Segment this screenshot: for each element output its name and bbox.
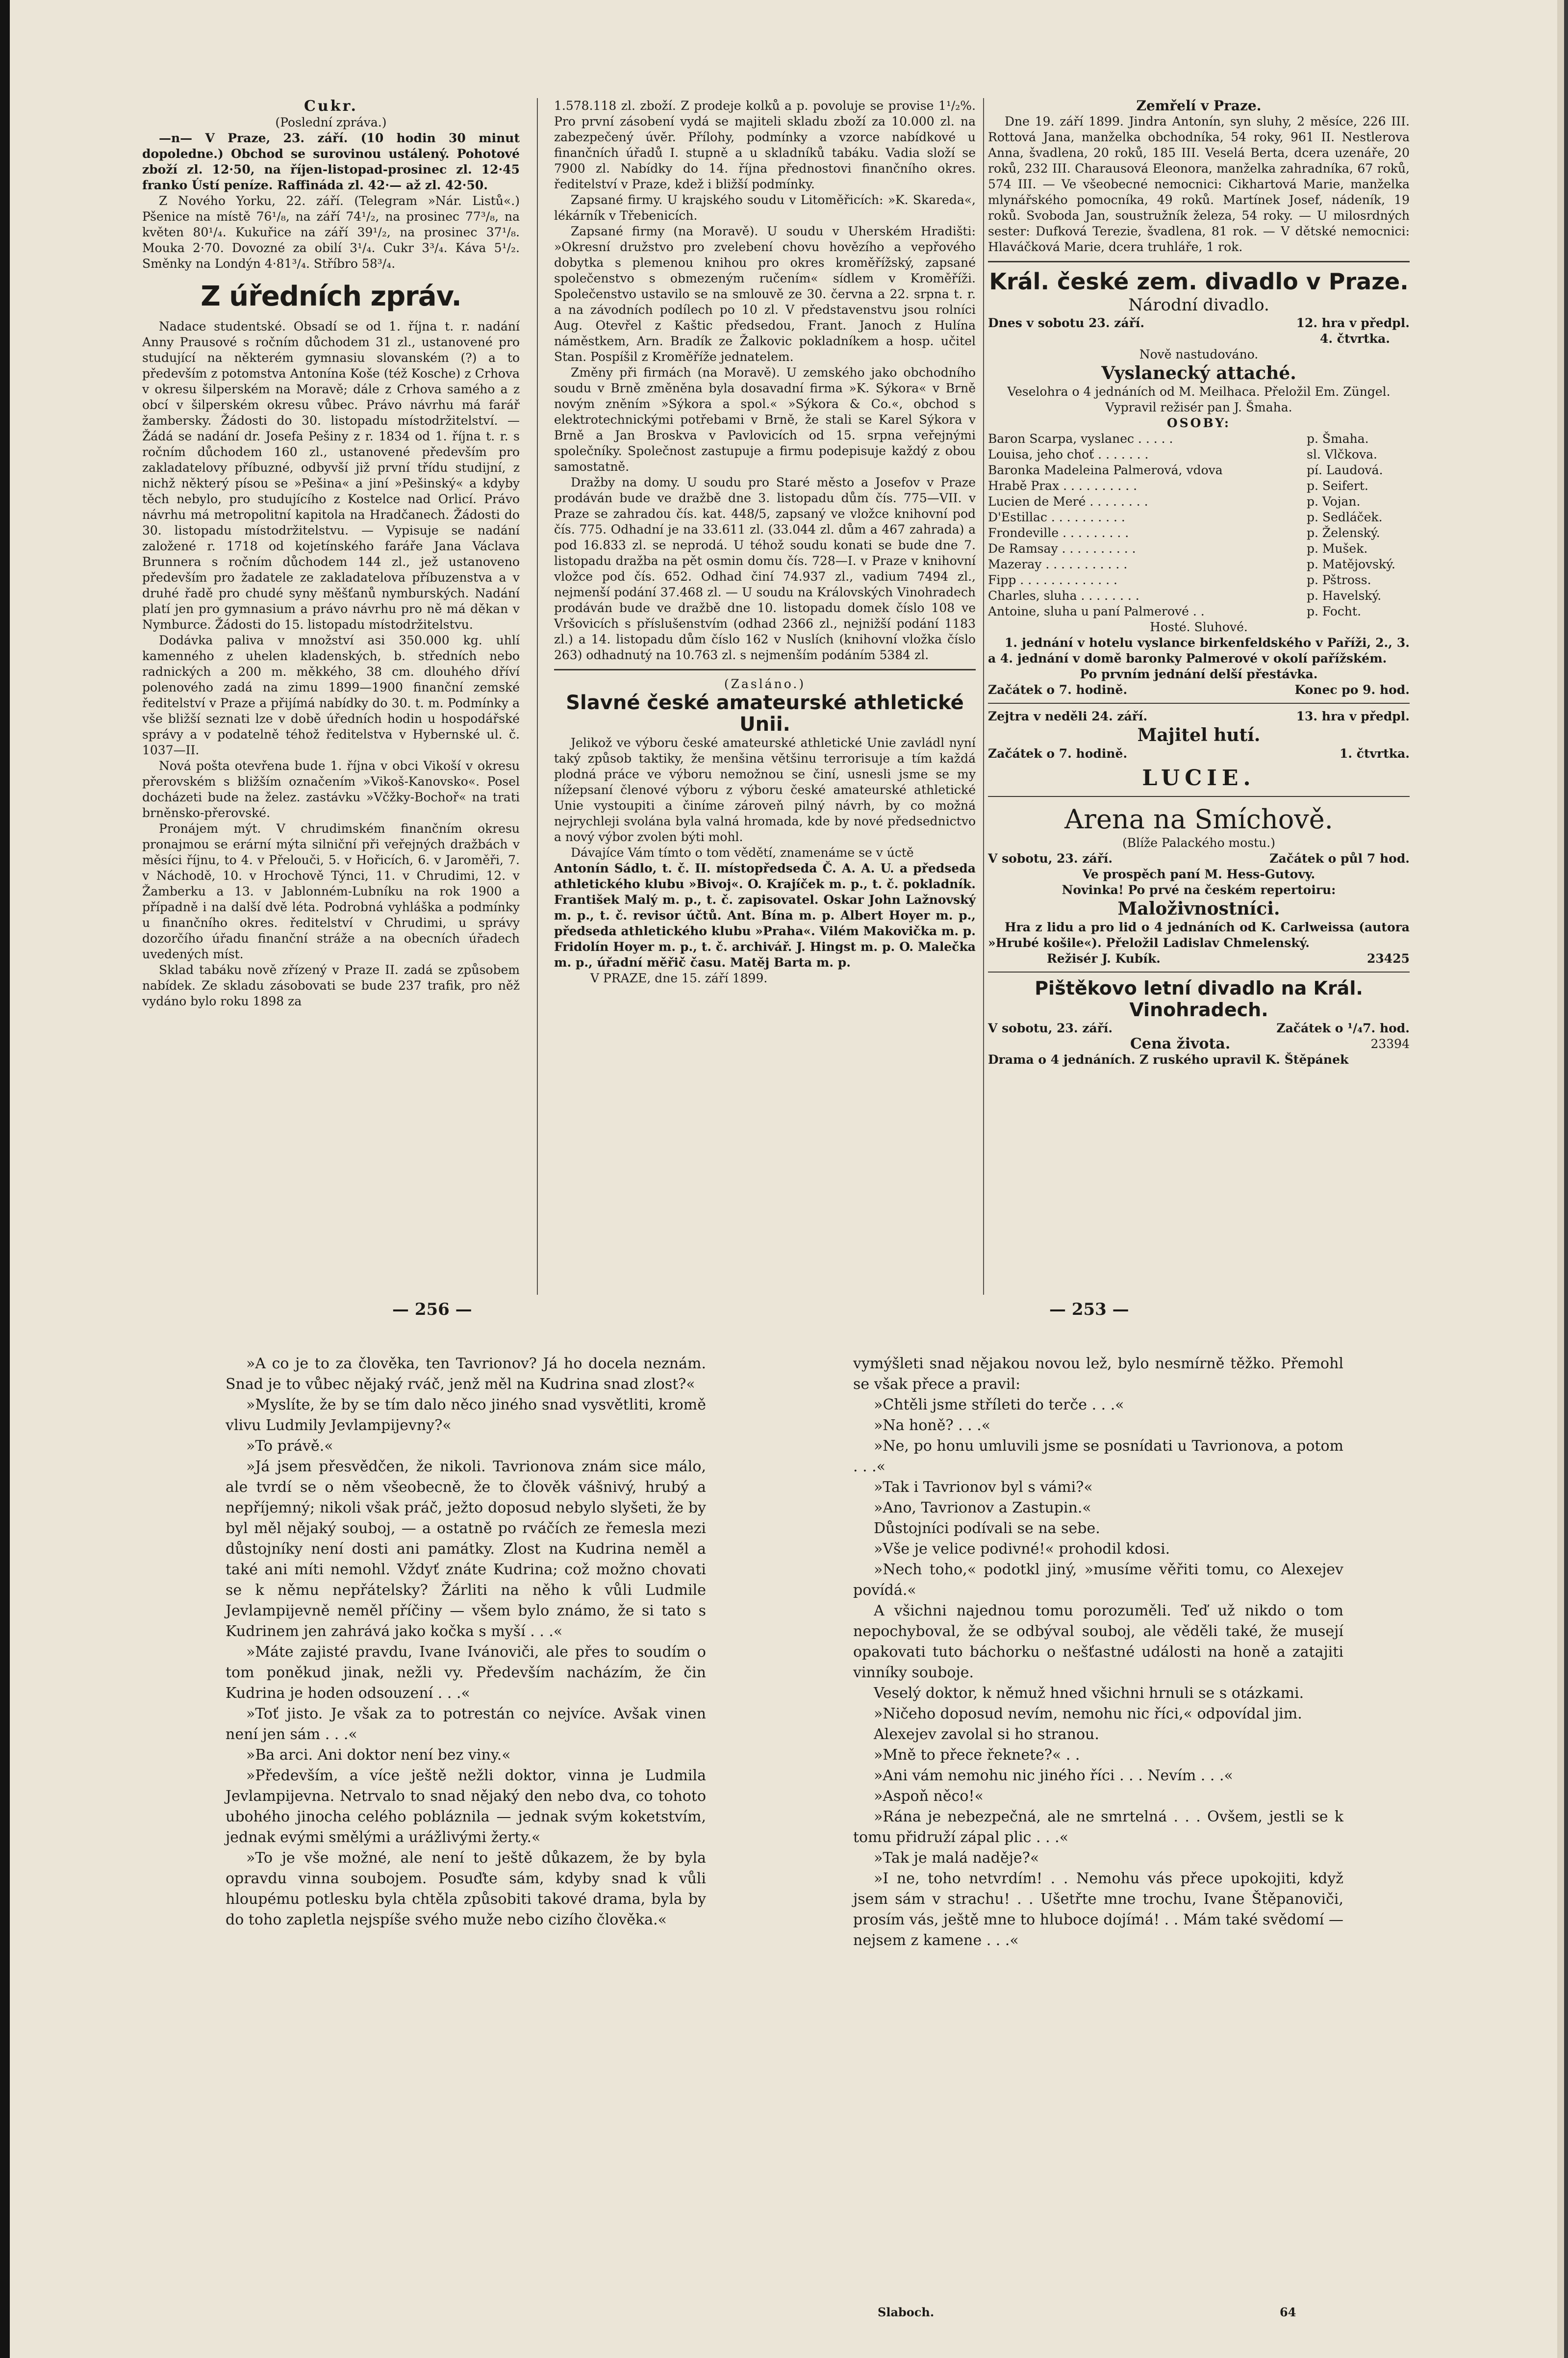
novel-paragraph: »Především, a více ještě nežli doktor, vinna je Ludmila Jevlampijevna. Netrvalo to snad nějaký den nebo dva, co tohoto ubohého jinocha celého pobláznila — jednak svým koketstvím, jednak evými smělými a urážlivými žerty.« bbox=[226, 1767, 706, 1846]
cast-role: Charles, sluha . . . . . . . . bbox=[988, 589, 1139, 603]
cast-actor: p. Pštross. bbox=[1307, 573, 1371, 587]
play-title-1: Vyslanecký attaché. bbox=[1101, 363, 1296, 384]
registered-firms-moravia: Zapsané firmy (na Moravě). U soudu v Uherském Hradišti: »Okresní družstvo pro zvelebení chovu hovězího a vepřového dobytka s plemenou knihou pro okres kroměřížský, zapsané společenstvo s obmezeným ručením« sídlem v Kroměříži. Společenstvo ustavilo se na smlouvě ze 30. června a 22. srpna t. r. a na závodních podílech po 10 zl. V představenstvu jsou rolníci Aug. Otevřel z Kaštic předsedou, Frant. Janoch z Hulína náměstkem, Arn. Bradík ze Žalkovic pokladníkem a hosp. učitel Stan. Pospíšil z Kroměříže jednatelem. bbox=[554, 224, 976, 364]
cast-actor: sl. Vlčkova. bbox=[1307, 447, 1377, 461]
cast-role: Lucien de Meré . . . . . . . . bbox=[988, 494, 1148, 509]
cast-heading: OSOBY: bbox=[1166, 416, 1231, 430]
novel-paragraph: »I ne, toho netvrdím! . . Nemohu vás přece upokojiti, když jsem sám v strachu! . . Ušetřte mne trochu, Ivane Štěpanoviči, prosím vás, ještě mne to hluboce dojímá! . . Mám také svědomí — nejsem z kamene . . .« bbox=[853, 1870, 1343, 1949]
novel-paragraph: »Toť jisto. Je však za to potrestán co nejvíce. Avšak vinen není jen sám . . .« bbox=[226, 1705, 706, 1743]
athletic-union-signatures: Antonín Sádlo, t. č. II. místopředseda Č. A. A. U. a předseda athletického klubu »Bivoj«. O. Krajíček m. p., t. č. pokladník. František Malý m. p., t. č. zapisovatel. Oskar John Lažnovský m. p., t. č. revisor účtů. Ant. Bína m. p. Albert Hoyer m. p., předseda athletického klubu »Praha«. Vilém Makovička m. p. Fridolín Hoyer m. p., t. č. archivář. J. Hingst m. p. O. Malečka m. p., úřadní měřič času. Matěj Barta m. p. bbox=[554, 861, 976, 970]
novel-paragraph: »Aspoň něco!« bbox=[874, 1788, 984, 1805]
fuel-supply: Dodávka paliva v množství asi 350.000 kg. uhlí kamenného z uhelen kladenských, b. středních nebo radnických a 200 m. měkkého, 38 cm. dlouhého dříví polenového zadá na zimu 1899—1900 finanční zemské ředitelství v Praze a přijímá nabídky do 30. t. m. Podmínky a vše bližší seznati lze v době úředních hodin u hospodářské správy a v podatelně téhož ředitelstva v Hybernské ul. č. 1037—II. bbox=[142, 633, 520, 757]
theatre-new-label: Nově nastudováno. bbox=[1139, 347, 1259, 361]
novel-paragraph: »Myslíte, že by se tím dalo něco jiného snad vysvětliti, kromě vlivu Ludmily Jevlampijevny?« bbox=[226, 1396, 706, 1434]
column-middle bbox=[554, 98, 976, 986]
play-title-3: Maloživnostníci. bbox=[1117, 898, 1280, 919]
sugar-subheading: (Poslední zpráva.) bbox=[275, 115, 387, 129]
cast-actor: pí. Laudová. bbox=[1307, 463, 1383, 477]
novel-footer-right: 64 bbox=[1280, 2305, 1296, 2319]
tobacco-warehouse: Sklad tabáku nově zřízený v Praze II. zadá se způsobem nabídek. Ze skladu zásobovati se bude 237 trafik, pro něž vydáno bylo roku 1898 za bbox=[142, 963, 520, 1008]
novel-paragraph: Alexejev zavolal si ho stranou. bbox=[874, 1726, 1099, 1743]
novel-page-right bbox=[853, 1354, 1343, 1951]
novel-paragraph: »Máte zajisté pravdu, Ivane Ivánoviči, ale přes to soudím o tom poněkud jinak, nežli vy. Především nacházím, že čin Kudrina je hoden odsouzení . . .« bbox=[226, 1643, 706, 1702]
play-4-row bbox=[988, 1036, 1410, 1052]
play-4-description: Drama o 4 jednáních. Z ruského upravil K. Štěpánek bbox=[988, 1052, 1349, 1067]
cast-row bbox=[988, 588, 1410, 604]
theatre-date-row bbox=[988, 315, 1410, 331]
novel-paragraph: »Ani vám nemohu nic jiného říci . . . Nevím . . .« bbox=[874, 1767, 1233, 1784]
book-spine bbox=[0, 0, 10, 2358]
theatre-ctvrtka: 4. čtvrtka. bbox=[1319, 332, 1390, 346]
athletic-union-date: V PRAZE, dne 15. září 1899. bbox=[590, 971, 768, 985]
cast-actor: p. Focht. bbox=[1307, 604, 1362, 618]
cast-role: Baron Scarpa, vyslanec . . . . . bbox=[988, 432, 1173, 446]
novel-paragraph: »Ano, Tavrionov a Zastupin.« bbox=[874, 1499, 1091, 1516]
cast-row bbox=[988, 557, 1410, 572]
cast-row bbox=[988, 462, 1410, 478]
separator bbox=[988, 972, 1410, 973]
deaths-list: Dne 19. září 1899. Jindra Antonín, syn sluhy, 2 měsíce, 226 III. Rottová Jana, manželka obchodníka, 54 roky, 961 II. Nestlerova Anna, švadlena, 20 roků, 185 III. Veselá Berta, dcera uzenáře, 20 roků, 232 III. Charausová Eleonora, manželka zahradníka, 67 roků, 574 III. — Ve všeobecné nemocnici: Cikhartová Marie, manželka mlynářského pomocníka, 49 roků. Martínek Josef, nádeník, 19 roků. Svoboda Jan, soustružník železa, 54 roky. — U milosrdných sester: Dufková Terezie, švadlena, 81 rok. — V dětské nemocnici: Hlaváčková Marie, dcera truhláře, 1 rok. bbox=[988, 114, 1410, 254]
novel-paragraph: »Na honě? . . .« bbox=[874, 1417, 991, 1434]
page-number-right: — 253 — bbox=[1049, 1300, 1129, 1319]
play-title-4: Cena života. bbox=[1130, 1035, 1231, 1052]
novel-page-left bbox=[226, 1354, 706, 1930]
arena-novinka: Novinka! Po prvé na českém repertoiru: bbox=[1062, 883, 1336, 897]
arena-date: V sobotu, 23. září. bbox=[988, 851, 1113, 866]
novel-paragraph: »To právě.« bbox=[246, 1437, 333, 1455]
cast-row bbox=[988, 510, 1410, 525]
intermission-note: Po prvním jednání delší přestávka. bbox=[1080, 667, 1318, 681]
new-post-office: Nová pošta otevřena bude 1. října v obci Vikoší v okresu přerovském s bližším označením »Vikoš-Kanovsko«. Posel docházeti bude na želez. zastávku »Včžky-Bochoř« na trati brněnsko-přerovské. bbox=[142, 759, 520, 820]
cast-row bbox=[988, 525, 1410, 541]
start-row-2 bbox=[988, 746, 1410, 762]
pistek-date-row bbox=[988, 1021, 1410, 1036]
toll-lease: Pronájem mýt. V chrudimském finančním okresu pronajmou se erární mýta silniční při veřejných dražbách v měsíci říjnu, to 4. v Přelouči, 5. v Hořicích, 6. v Jaroměři, 7. v Náchodě, 10. v Hrochově Týnci, 11. v Chrudimi, 12. v Žamberku a 13. v Jablonném-Lubníku na rok 1900 a případně i na další dvě léta. Podrobná vyhláška a podmínky u finančního okres. ředitelství v Chrudimi, u správy dozorčího úřadu finanční stráže a na obecních úřadech uvedených míst. bbox=[142, 821, 520, 961]
guests-servants: Hosté. Sluhové. bbox=[1150, 620, 1248, 634]
cast-actor: p. Mušek. bbox=[1307, 541, 1368, 556]
tobacco-continued: 1.578.118 zl. zboží. Z prodeje kolků a p. povoluje se provise 1¹/₂%. Pro první zásobení vydá se majiteli skladu zboží za 10.000 zl. na zabezpečený úvěr. Přílohy, podmínky a vzorce nabídkové u finančních úřadů I. stupně a u skladníků tabáku. Vadia složí se 7900 zl. Nabídky do 14. října přednostovi finančního okres. ředitelství v Praze, kdež i bližší podmínky. bbox=[554, 99, 976, 191]
cast-row bbox=[988, 604, 1410, 619]
cast-role: Fipp . . . . . . . . . . . . . bbox=[988, 573, 1117, 587]
separator bbox=[988, 261, 1410, 262]
athletic-union-title: Slavné české amateurské athletické Unii. bbox=[566, 692, 964, 736]
tomorrow-row bbox=[988, 709, 1410, 724]
column-rule bbox=[983, 98, 984, 1295]
arena-subtitle: (Blíže Palackého mostu.) bbox=[1122, 836, 1275, 850]
house-auctions: Dražby na domy. U soudu pro Staré město a Josefov v Praze prodáván bude ve dražbě dne 3. listopadu dům čís. 775—VII. v Praze se zahradou čís. kat. 448/5, zapsaný ve vložce knihovní pod čís. 775. Odhadní je na 33.611 zl. (33.044 zl. dům a 467 zahrada) a pod 16.833 zl. se neprodá. U téhož soudu konati se bude dne 7. listopadu dražba na pět osmin domu čís. 728—I. v Praze v knihovní vložce pod čís. 652. Odhad činí 74.937 zl., vadium 7494 zl., nejmenší podání 37.468 zl. — U soudu na Královských Vinohradech prodáván bude ve dražbě dne 10. listopadu domek číslo 108 ve Vršovicích s příslušenstvím (odhad 2366 zl., nejnižší podání 1183 zl.) a 14. listopadu dům číslo 162 v Nuslích (knihovní vložka číslo 263) odhadnutý na 10.763 zl. s nejmenším podáním 5384 zl. bbox=[554, 475, 976, 662]
separator bbox=[988, 796, 1410, 797]
play-title-2: Majitel hutí. bbox=[1137, 725, 1261, 745]
cast-actor: p. Vojan. bbox=[1307, 494, 1361, 509]
cast-actor: p. Matějovský. bbox=[1307, 557, 1395, 571]
new-york-report: Z Nového Yorku, 22. září. (Telegram »Nár. Listů«.) Pšenice na místě 76¹/₈, na září 74¹/₂, na prosinec 77³/₈, na květen 80¹/₄. Kukuřice na září 39¹/₂, na prosinec 37¹/₈. Mouka 2·70. Dovozné za obilí 3¹/₄. Cukr 3³/₄. Káva 5¹/₂. Směnky na Londýn 4·81³/₄. Stříbro 58³/₄. bbox=[142, 194, 520, 271]
cast-role: D'Estillac . . . . . . . . . . bbox=[988, 510, 1125, 524]
novel-paragraph: Důstojníci podívali se na sebe. bbox=[874, 1520, 1100, 1537]
cast-row bbox=[988, 447, 1410, 462]
cast-row bbox=[988, 494, 1410, 510]
student-foundations: Nadace studentské. Obsadí se od 1. října t. r. nadání Anny Prausové s ročním důchodem 31 zl., ustanovené pro studující na některém gymnasiu slovanském (?) a to především z potomstva Antonína Koše (též Kosche) z Crhova v okresu šilperském na Moravě; dále z Crhova samého a z obcí v šilperském okresu vůbec. Právo návrhu má farář žambersky. Žádosti do 30. listopadu místodržitelství. — Žádá se nadání dr. Josefa Pešiny z r. 1834 od 1. října t. r. s ročním důchodem 160 zl., ustanovené především pro zakladatelovy příbuzné, odbyvší již první třídu studijní, z nichž některý písou se »Pešina« a jiní »Pešinský« a kdyby těch nebylo, pro studujícího z Kostelce nad Orlicí. Právo návrhu má metropolitní kapitola na Hradčanech. Žádosti do 30. listopadu místodržitelstvu. — Vypisuje se nadání založené r. 1718 od kojetínského faráře Jana Václava Brunnera s ročním důchodem 144 zl., jež ustanoveno především pro žadatele ze zakladatelova příbuzenstva a v druhé řadě pro chudé syny měšťanů nymburských. Nadání platí jen pro gymnasium a právo návrhu pro ně má děkan v Nymburce. Žádosti do 15. listopadu místodržitelstvu. bbox=[142, 319, 520, 632]
cast-actor: p. Havelský. bbox=[1307, 589, 1382, 603]
column-left bbox=[142, 98, 520, 1009]
start-time: Začátek o 7. hodině. bbox=[988, 746, 1128, 761]
athletic-union-closing: Dávajíce Vám tímto o tom vědětí, znamenáme se v úctě bbox=[571, 846, 914, 860]
deaths-heading: Zemřelí v Praze. bbox=[1136, 98, 1262, 114]
tomorrow-ctvrtka: 1. čtvrtka. bbox=[1339, 746, 1410, 761]
column-rule bbox=[537, 98, 538, 1295]
pistek-start: Začátek o ¹/₄7. hod. bbox=[1276, 1021, 1410, 1035]
cast-role: Mazeray . . . . . . . . . . . bbox=[988, 557, 1128, 571]
tomorrow-date: Zejtra v neděli 24. září. bbox=[988, 709, 1148, 723]
acts-description: 1. jednání v hotelu vyslance birkenfeldského v Paříži, 2., 3. a 4. jednání v domě baronky Palmerové v okolí pařížském. bbox=[988, 636, 1410, 666]
play-1-description: Veselohra o 4 jednáních od M. Meilhaca. Přeložil Em. Züngel. Vypravil režisér pan J. Šmaha. bbox=[1007, 384, 1391, 414]
novel-paragraph: »Nech toho,« podotkl jiný, »musíme věřiti tomu, co Alexejev povídá.« bbox=[853, 1561, 1343, 1599]
end-time: Konec po 9. hod. bbox=[1294, 683, 1410, 697]
novel-paragraph: »Ba arci. Ani doktor není bez viny.« bbox=[246, 1746, 511, 1764]
cast-row bbox=[988, 431, 1410, 447]
theatre-subscription: 12. hra v předpl. bbox=[1296, 316, 1410, 330]
cast-actor: p. Želenský. bbox=[1307, 526, 1380, 540]
novel-paragraph: »Tak i Tavrionov byl s vámi?« bbox=[874, 1479, 1093, 1496]
newspaper-page bbox=[10, 0, 1564, 2358]
separator bbox=[988, 703, 1410, 704]
cast-row bbox=[988, 541, 1410, 557]
cast-role: Baronka Madeleina Palmerová, vdova bbox=[988, 463, 1223, 477]
athletic-union-text: Jelikož ve výboru české amateurské athletické Unie zavládl nyní taký způsob taktiky, že menšina většinu terrorisuje a tím každá plodná práce ve výboru nemožnou se činí, usnesli jsme se my nížepsaní členové výboru z výboru české amateurské athletické Unie vystoupiti a činíme zároveň pilný návrh, by co možná nejrychleji svolána byla valná hromada, kde by nové předsednictvo a nový výbor zvolen býti mohl. bbox=[554, 736, 976, 844]
theatre-title: Král. české zem. divadlo v Praze. bbox=[989, 268, 1409, 295]
page-edge bbox=[1557, 0, 1564, 2358]
official-news-title: Z úředních zpráv. bbox=[201, 281, 461, 312]
arena-start: Začátek o půl 7 hod. bbox=[1269, 851, 1410, 866]
novel-paragraph: vymýšleti snad nějakou novou lež, bylo nesmírně těžko. Přemohl se však přece a pravil: bbox=[853, 1355, 1343, 1393]
page-number-left: — 256 — bbox=[392, 1300, 472, 1319]
cast-actor: p. Šmaha. bbox=[1307, 432, 1369, 446]
cast-list bbox=[988, 431, 1410, 619]
theatre-subtitle: Národní divadlo. bbox=[1128, 295, 1269, 315]
pistek-date: V sobotu, 23. září. bbox=[988, 1021, 1113, 1035]
novel-paragraph: »Tak je malá naděje?« bbox=[874, 1849, 1039, 1867]
separator bbox=[554, 669, 976, 670]
cast-role: Louisa, jeho choť . . . . . . . bbox=[988, 447, 1149, 461]
sugar-heading: Cukr. bbox=[304, 98, 358, 115]
lucie-title: LUCIE. bbox=[1142, 766, 1256, 791]
cast-row bbox=[988, 572, 1410, 588]
pistek-ad-number: 23394 bbox=[1370, 1037, 1410, 1051]
arena-date-row bbox=[988, 851, 1410, 867]
column-right bbox=[988, 98, 1410, 1068]
start-time: Začátek o 7. hodině. bbox=[988, 683, 1128, 697]
arena-title: Arena na Smíchově. bbox=[1064, 804, 1333, 835]
novel-paragraph: »Vše je velice podivné!« prohodil kdosi. bbox=[874, 1540, 1170, 1558]
novel-paragraph: »Ne, po honu umluvili jsme se posnídati u Tavrionova, a potom . . .« bbox=[853, 1437, 1343, 1475]
start-row-1 bbox=[988, 682, 1410, 698]
novel-paragraph: »Mně to přece řeknete?« . . bbox=[874, 1746, 1080, 1764]
novel-paragraph: »Ničeho doposud nevím, nemohu nic říci,« odpovídal jim. bbox=[874, 1705, 1302, 1722]
tomorrow-subscription: 13. hra v předpl. bbox=[1296, 709, 1410, 723]
novel-paragraph: Veselý doktor, k němuž hned všichni hrnuli se s otázkami. bbox=[874, 1685, 1304, 1702]
novel-footer-left: Slaboch. bbox=[878, 2305, 935, 2319]
novel-paragraph: »Rána je nebezpečná, ale ne smrtelná . . . Ovšem, jestli se k tomu přidruží zápal plic . . .« bbox=[853, 1808, 1343, 1846]
registered-firms: Zapsané firmy. U krajského soudu v Litoměřicích: »K. Skareda«, lékárník v Třebenicích. bbox=[554, 193, 976, 223]
arena-director: Režisér J. Kubík. bbox=[1047, 951, 1161, 966]
novel-paragraph: »Chtěli jsme stříleti do terče . . .« bbox=[874, 1396, 1124, 1413]
arena-benefit: Ve prospěch paní M. Hess-Gutovy. bbox=[1082, 867, 1315, 881]
theatre-date: Dnes v sobotu 23. září. bbox=[988, 316, 1145, 330]
cast-row bbox=[988, 478, 1410, 494]
play-3-description: Hra z lidu a pro lid o 4 jednáních od K. Carlweissa (autora »Hrubé košile«). Přeložil Ladislav Chmelenský. bbox=[988, 920, 1410, 950]
novel-paragraph: »Já jsem přesvědčen, že nikoli. Tavrionova znám sice málo, ale tvrdí se o něm všeobecně, že to člověk vášnivý, hrubý a nepříjemný; nikoli však práč, ježto doposud nebylo slyšeti, že by byl měl nějaký souboj, — a ostatně po rváčích ze řemesla mezi důstojníky není dosti ani památky. Zlost na Kudrina neměl a také ani míti nemohl. Vždyť znáte Kudrina; což možno chovati se k němu nepřátelsky? Žárliti na něho k vůli Ludmile Jevlampijevně neměl příčiny — všem bylo známo, že si tato s Kudrinem jen zahrává jako kočka s myší . . .« bbox=[226, 1458, 706, 1640]
zaslano-label: (Zasláno.) bbox=[724, 677, 806, 691]
arena-footer-row bbox=[988, 951, 1410, 967]
novel-paragraph: »A co je to za člověka, ten Tavrionov? Já ho docela neznám. Snad je to vůbec nějaký rváč, jenž měl na Kudrina snad zlost?« bbox=[226, 1355, 706, 1393]
pistek-title: Pištěkovo letní divadlo na Král. Vinohradech. bbox=[1035, 977, 1363, 1021]
firm-changes: Změny při firmách (na Moravě). U zemského jako obchodního soudu v Brně změněna byla dosavadní firma »K. Sýkora« v Brně novým zněním »Sýkora a spol.« »Sýkora & Co.«, obchod s elektrotechnickými potřebami v Brně, že stali se Karel Sýkora v Brně a Jan Broskva v Pavlovicích od 15. srpna veřejnými společníky. Společnost zastupuje a firmu podepisuje každý z obou samostatně. bbox=[554, 365, 976, 474]
cast-role: Frondeville . . . . . . . . . bbox=[988, 526, 1129, 540]
cast-role: Antoine, sluha u paní Palmerové . . bbox=[988, 604, 1205, 618]
arena-ad-number: 23425 bbox=[1367, 951, 1410, 966]
cast-actor: p. Seifert. bbox=[1307, 479, 1368, 493]
cast-actor: p. Sedláček. bbox=[1307, 510, 1383, 524]
cast-role: Hrabě Prax . . . . . . . . . . bbox=[988, 479, 1138, 493]
novel-paragraph: A všichni najednou tomu porozuměli. Teď už nikdo o tom nepochyboval, že se odbýval souboj, ale věděli také, že musejí opakovati tuto báchorku o nešťastné události na honě a zatajiti vinníky souboje. bbox=[853, 1602, 1343, 1681]
cast-role: De Ramsay . . . . . . . . . . bbox=[988, 541, 1136, 556]
novel-paragraph: »To je vše možné, ale není to ještě důkazem, že by byla opravdu vinna soubojem. Posuďte sám, kdyby snad k vůli hloupému potlesku byla chtěla způsobiti takové drama, byla by do toho zapletla nejspíše svého muže nebo cizího člověka.« bbox=[226, 1849, 706, 1928]
sugar-report: —n— V Praze, 23. září. (10 hodin 30 minut dopoledne.) Obchod se surovinou ustálený. Pohotové zboží zl. 12·50, na říjen-listopad-prosinec zl. 12·45 franko Ústí peníze. Raffináda zl. 42·— až zl. 42·50. bbox=[142, 131, 520, 192]
